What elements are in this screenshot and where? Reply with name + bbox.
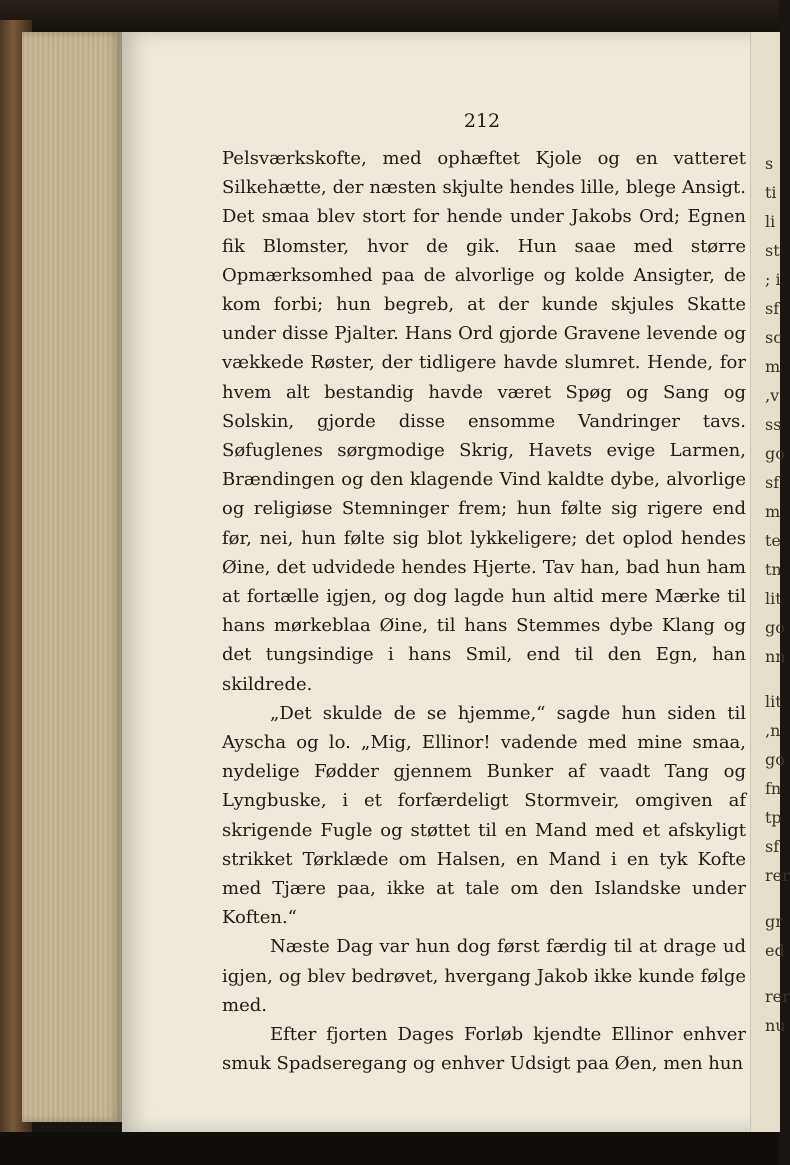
- next-page-fragment: go: [765, 444, 785, 463]
- next-page-fragment: ss: [765, 415, 782, 434]
- next-page-fragment: ed: [765, 941, 785, 960]
- next-page-edge: [750, 32, 790, 1132]
- next-page-fragment: tp: [765, 808, 782, 827]
- book-top-background: [0, 0, 779, 32]
- next-page-fragment: rer: [765, 987, 790, 1006]
- next-page-fragment: sf: [765, 473, 780, 492]
- next-page-fragment: ; i: [765, 270, 781, 289]
- next-page-fragment: m: [765, 502, 781, 521]
- next-page-fragment: rer: [765, 866, 790, 885]
- page-text: [222, 144, 746, 1079]
- next-page-fragment: st: [765, 241, 780, 260]
- next-page-fragment: sc: [765, 328, 783, 347]
- next-page-fragment: ‚v: [765, 386, 780, 405]
- next-page-fragment: fn: [765, 779, 782, 798]
- paragraph: Næste Dag var hun dog først færdig til at drage ud igjen, og blev bedrøvet, hvergang Jakob ikke kunde følge med.: [222, 936, 746, 1016]
- next-page-fragment: li: [765, 212, 776, 231]
- paragraph: Efter fjorten Dages Forløb kjendte Ellinor enhver smuk Spadseregang og enhver Udsigt paa Øen, men hun: [222, 1024, 746, 1075]
- page-stack-edges: [22, 32, 124, 1122]
- next-page-fragment: nn: [765, 647, 786, 666]
- page-number: 212: [463, 110, 501, 132]
- paragraph: Pelsværkskofte, med ophæftet Kjole og en vatteret Silkehætte, der næsten skjulte hendes lille, blege Ansigt. Det smaa blev stort for hende under Jakobs Ord; Egnen fik Blomster, hvor de gik. Hun saae med større Opmærksomhed paa de alvorlige og kolde Ansigter, de kom forbi; hun begreb, at der kunde skjules Skatte under disse Pjalter. Hans Ord gjorde Gravene levende og vækkede Røster, der tidligere havde slumret. Hende, for hvem alt bestandig havde været Spøg og Sang og Solskin, gjorde disse ensomme Vandringer tavs. Søfuglenes sørgmodige Skrig, Havets evige Larmen, Brændingen og den klagende Vind kaldte dybe, alvorlige og religiøse Stemninger frem; hun følte sig rigere end før, nei, hun følte sig blot lykkeligere; det oplod hendes Øine, det udvidede hendes Hjerte. Tav han, bad hun ham at fortælle igjen, og dog lagde hun altid mere Mærke til hans mørkeblaa Øine, til hans Stemmes dybe Klang og det tungsindige i hans Smil, end til den Egn, han skildrede.: [222, 148, 746, 695]
- next-page-fragment: ‚n: [765, 721, 781, 740]
- next-page-fragment: sf: [765, 299, 780, 318]
- next-page-fragment: ti: [765, 183, 777, 202]
- book-page: [122, 32, 762, 1132]
- next-page-fragment: go: [765, 618, 785, 637]
- next-page-fragment: nu: [765, 1016, 786, 1035]
- next-page-fragment: te: [765, 531, 781, 550]
- next-page-fragment: gr: [765, 912, 783, 931]
- next-page-fragment: sf: [765, 837, 780, 856]
- next-page-fragment: s: [765, 154, 774, 173]
- next-page-fragment: go: [765, 750, 785, 769]
- next-page-fragment: tn: [765, 560, 782, 579]
- paragraph: „Det skulde de se hjemme,“ sagde hun siden til Ayscha og lo. „Mig, Ellinor! vadende med mine smaa, nydelige Fødder gjennem Bunker af vaadt Tang og Lyngbuske, i et forfærdeligt Stormveir, omgiven af skrigende Fugle og støttet til en Mand med et afskyligt strikket Tørklæde om Halsen, en Mand i en tyk Kofte med Tjære paa, ikke at tale om den Islandske under Koften.“: [222, 702, 746, 929]
- next-page-fragment: lit: [765, 589, 782, 608]
- next-page-fragment: m: [765, 357, 781, 376]
- next-page-fragment: lit: [765, 692, 782, 711]
- book-bottom-background: [0, 1132, 779, 1165]
